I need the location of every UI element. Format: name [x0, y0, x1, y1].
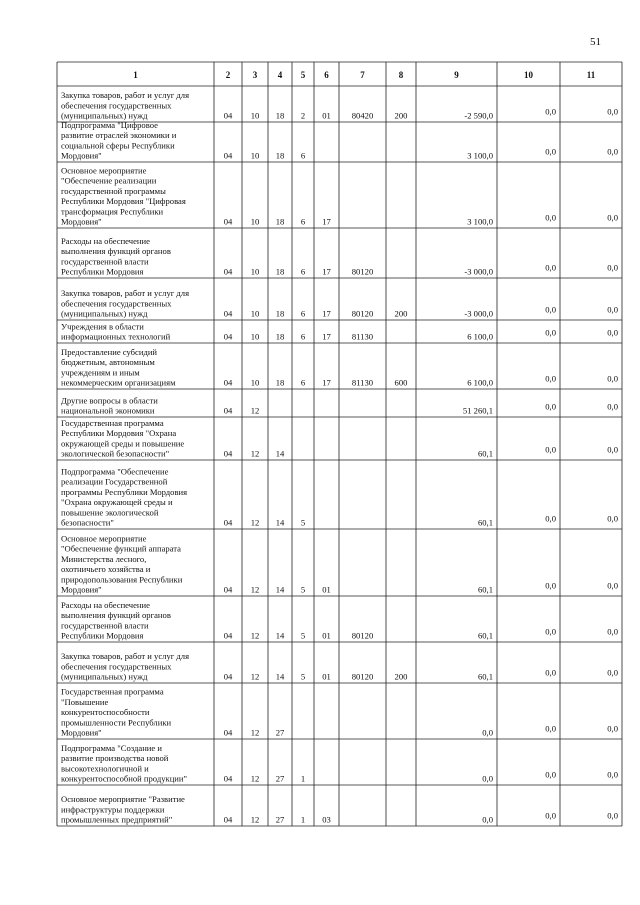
row-code-c5: 6 — [300, 266, 306, 277]
row-name-line: Предоставление субсидий — [61, 346, 158, 357]
row-code-c4: 27 — [275, 773, 285, 784]
row-amount-c11: 0,0 — [607, 626, 618, 637]
row-name-line: учреждениям и иным — [61, 367, 140, 378]
row-code-c2: 04 — [223, 814, 233, 825]
row-amount-c9: 60,1 — [477, 630, 493, 641]
row-code-c7: 80420 — [351, 110, 374, 121]
row-name-line: государственной власти — [61, 620, 149, 631]
row-name-line: государственной власти — [61, 256, 149, 267]
row-code-c5: 5 — [300, 517, 306, 528]
row-code-c5: 1 — [300, 773, 306, 784]
page-number: 51 — [590, 36, 601, 48]
row-code-c8: 200 — [394, 110, 408, 121]
row-code-c4: 14 — [275, 630, 285, 641]
column-header: 6 — [324, 70, 329, 80]
row-name-line: (муниципальных) нужд — [61, 671, 148, 682]
row-amount-c11: 0,0 — [607, 262, 618, 273]
row-code-c4: 27 — [275, 727, 285, 738]
row-code-c2: 04 — [223, 331, 233, 342]
row-code-c7: 81130 — [351, 331, 374, 342]
column-header: 1 — [133, 70, 138, 80]
row-code-c4: 18 — [275, 331, 285, 342]
row-name-line: обеспечения государственных — [61, 100, 172, 111]
row-name-line: Подпрограмма "Цифровое — [61, 119, 158, 130]
row-name-line: обеспечения государственных — [61, 661, 172, 672]
column-header: 8 — [398, 70, 404, 80]
row-code-c2: 04 — [223, 448, 233, 459]
row-code-c7: 80120 — [351, 308, 374, 319]
row-code-c4: 18 — [275, 308, 285, 319]
row-amount-c11: 0,0 — [607, 444, 618, 455]
row-name-line: "Обеспечение реализации — [61, 175, 157, 186]
row-name-line: высокотехнологичной и — [61, 763, 149, 774]
row-amount-c9: 60,1 — [477, 517, 493, 528]
row-name-line: экологической безопасности" — [61, 448, 170, 459]
row-code-c2: 04 — [223, 727, 233, 738]
row-code-c3: 10 — [250, 110, 260, 121]
row-code-c4: 18 — [275, 150, 285, 161]
row-code-c4: 18 — [275, 216, 285, 227]
row-amount-c9: -3 000,0 — [464, 308, 493, 319]
row-amount-c10: 0,0 — [545, 373, 556, 384]
row-code-c2: 04 — [223, 671, 233, 682]
row-name-line: повышение экологической — [61, 507, 159, 518]
row-name-line: национальной экономики — [61, 405, 155, 416]
row-amount-c10: 0,0 — [545, 146, 556, 157]
row-code-c2: 04 — [223, 150, 233, 161]
row-amount-c10: 0,0 — [545, 401, 556, 412]
row-amount-c10: 0,0 — [545, 444, 556, 455]
row-amount-c10: 0,0 — [545, 769, 556, 780]
row-code-c5: 5 — [300, 584, 306, 595]
row-name-line: Республики Мордовия — [61, 630, 144, 641]
row-name-line: Закупка товаров, работ и услуг для — [61, 288, 190, 299]
row-name-line: инфраструктуры поддержки — [61, 804, 165, 815]
row-code-c3: 12 — [250, 448, 260, 459]
row-code-c5: 6 — [300, 150, 306, 161]
row-code-c7: 80120 — [351, 671, 374, 682]
row-amount-c9: 51 260,1 — [462, 405, 493, 416]
row-amount-c11: 0,0 — [607, 212, 618, 223]
row-name-line: некоммерческим организациям — [61, 377, 176, 388]
row-code-c2: 04 — [223, 773, 233, 784]
row-code-c3: 10 — [250, 150, 260, 161]
row-name-line: промышленности Республики — [61, 717, 172, 728]
row-amount-c11: 0,0 — [607, 304, 618, 315]
row-name-line: "Охрана окружающей среды и — [61, 497, 173, 508]
row-name-line: Основное мероприятие — [61, 165, 147, 176]
row-code-c3: 12 — [250, 727, 260, 738]
row-code-c3: 12 — [250, 517, 260, 528]
row-amount-c11: 0,0 — [607, 580, 618, 591]
row-code-c6: 17 — [322, 308, 331, 319]
row-code-c2: 04 — [223, 584, 233, 595]
row-amount-c9: 60,1 — [477, 671, 493, 682]
row-name-line: Республики Мордовия "Цифровая — [61, 196, 186, 207]
row-name-line: Закупка товаров, работ и услуг для — [61, 90, 190, 101]
row-code-c2: 04 — [223, 405, 233, 416]
row-code-c3: 12 — [250, 671, 260, 682]
row-code-c5: 5 — [300, 671, 306, 682]
column-header: 2 — [225, 70, 231, 80]
row-name-line: Расходы на обеспечение — [61, 235, 150, 246]
row-amount-c9: 60,1 — [477, 448, 493, 459]
row-amount-c11: 0,0 — [607, 106, 618, 117]
row-code-c3: 12 — [250, 814, 260, 825]
row-amount-c10: 0,0 — [545, 304, 556, 315]
row-code-c5: 6 — [300, 331, 306, 342]
row-name-line: обеспечения государственных — [61, 298, 172, 309]
row-code-c3: 10 — [250, 331, 260, 342]
row-amount-c11: 0,0 — [607, 667, 618, 678]
row-code-c8: 600 — [394, 377, 408, 388]
row-code-c6: 17 — [322, 331, 331, 342]
row-code-c4: 14 — [275, 517, 285, 528]
row-amount-c10: 0,0 — [545, 327, 556, 338]
row-amount-c10: 0,0 — [545, 810, 556, 821]
row-amount-c11: 0,0 — [607, 146, 618, 157]
row-amount-c11: 0,0 — [607, 769, 618, 780]
row-code-c6: 17 — [322, 377, 331, 388]
row-amount-c10: 0,0 — [545, 626, 556, 637]
row-code-c5: 6 — [300, 308, 306, 319]
row-code-c4: 14 — [275, 671, 285, 682]
row-amount-c10: 0,0 — [545, 723, 556, 734]
row-name-line: Подпрограмма "Обеспечение — [61, 466, 169, 477]
row-code-c8: 200 — [394, 671, 408, 682]
row-amount-c10: 0,0 — [545, 667, 556, 678]
column-header: 4 — [277, 70, 283, 80]
row-code-c6: 01 — [322, 630, 331, 641]
row-code-c4: 27 — [275, 814, 285, 825]
row-name-line: "Повышение — [61, 696, 109, 707]
row-name-line: Государственная программа — [61, 686, 164, 697]
row-code-c5: 5 — [300, 630, 306, 641]
row-name-line: информационных технологий — [61, 331, 171, 342]
row-code-c6: 01 — [322, 584, 331, 595]
row-name-line: Республики Мордовия "Охрана — [61, 428, 177, 439]
row-name-line: (муниципальных) нужд — [61, 110, 148, 121]
row-name-line: развитие производства новой — [61, 753, 169, 764]
row-code-c3: 12 — [250, 630, 260, 641]
row-code-c6: 17 — [322, 216, 331, 227]
row-code-c4: 18 — [275, 377, 285, 388]
row-amount-c9: 0,0 — [482, 814, 493, 825]
row-amount-c11: 0,0 — [607, 401, 618, 412]
row-code-c4: 18 — [275, 266, 285, 277]
row-name-line: Государственная программа — [61, 417, 164, 428]
row-name-line: Другие вопросы в области — [61, 395, 158, 406]
row-amount-c9: -3 000,0 — [464, 266, 493, 277]
column-header: 11 — [586, 70, 596, 80]
row-code-c7: 80120 — [351, 266, 374, 277]
row-code-c3: 10 — [250, 266, 260, 277]
row-amount-c11: 0,0 — [607, 723, 618, 734]
row-code-c8: 200 — [394, 308, 408, 319]
row-name-line: Основное мероприятие "Развитие — [61, 794, 185, 805]
row-code-c4: 14 — [275, 448, 285, 459]
row-code-c3: 10 — [250, 308, 260, 319]
column-header: 9 — [454, 70, 459, 80]
row-name-line: промышленных предприятий" — [61, 814, 173, 825]
row-name-line: развитие отраслей экономики и — [61, 130, 177, 141]
row-code-c5: 6 — [300, 377, 306, 388]
row-name-line: природопользования Республики — [61, 574, 183, 585]
row-name-line: выполнения функций органов — [61, 610, 171, 621]
row-name-line: конкурентоспособной продукции" — [61, 773, 187, 784]
row-amount-c11: 0,0 — [607, 810, 618, 821]
row-amount-c9: 3 100,0 — [467, 216, 493, 227]
row-name-line: Расходы на обеспечение — [61, 599, 150, 610]
column-header: 3 — [252, 70, 258, 80]
row-name-line: трансформация Республики — [61, 206, 164, 217]
row-code-c7: 80120 — [351, 630, 374, 641]
column-header: 10 — [524, 70, 533, 80]
row-name-line: конкурентоспособности — [61, 707, 150, 718]
row-name-line: "Обеспечение функций аппарата — [61, 543, 181, 554]
row-code-c2: 04 — [223, 216, 233, 227]
row-code-c6: 17 — [322, 266, 331, 277]
row-amount-c11: 0,0 — [607, 373, 618, 384]
row-amount-c9: 6 100,0 — [467, 331, 493, 342]
row-code-c4: 14 — [275, 584, 285, 595]
row-code-c6: 03 — [322, 814, 331, 825]
row-code-c5: 6 — [300, 216, 306, 227]
row-name-line: социальной сферы Республики — [61, 140, 175, 151]
row-amount-c10: 0,0 — [545, 106, 556, 117]
row-amount-c9: 0,0 — [482, 727, 493, 738]
row-code-c5: 2 — [300, 110, 306, 121]
row-code-c3: 10 — [250, 377, 260, 388]
row-name-line: Учреждения в области — [61, 321, 144, 332]
row-amount-c9: 6 100,0 — [467, 377, 493, 388]
row-amount-c10: 0,0 — [545, 212, 556, 223]
row-code-c3: 12 — [250, 584, 260, 595]
table-cells — [61, 70, 618, 825]
row-name-line: Мордовия" — [61, 727, 102, 738]
row-code-c3: 12 — [250, 773, 260, 784]
row-code-c2: 04 — [223, 110, 233, 121]
row-name-line: Республики Мордовия — [61, 266, 144, 277]
row-code-c6: 01 — [322, 671, 331, 682]
row-name-line: безопасности" — [61, 517, 114, 528]
row-amount-c10: 0,0 — [545, 580, 556, 591]
row-name-line: выполнения функций органов — [61, 246, 171, 257]
row-amount-c9: 60,1 — [477, 584, 493, 595]
row-code-c3: 10 — [250, 216, 260, 227]
row-amount-c9: -2 590,0 — [464, 110, 493, 121]
row-code-c4: 18 — [275, 110, 285, 121]
column-header: 5 — [300, 70, 306, 80]
row-code-c2: 04 — [223, 266, 233, 277]
row-name-line: государственной программы — [61, 185, 166, 196]
row-amount-c11: 0,0 — [607, 513, 618, 524]
row-amount-c10: 0,0 — [545, 513, 556, 524]
row-code-c2: 04 — [223, 377, 233, 388]
row-name-line: (муниципальных) нужд — [61, 308, 148, 319]
row-name-line: Мордовия" — [61, 150, 102, 161]
row-code-c2: 04 — [223, 630, 233, 641]
row-code-c2: 04 — [223, 517, 233, 528]
row-name-line: Закупка товаров, работ и услуг для — [61, 651, 190, 662]
row-name-line: Подпрограмма "Создание и — [61, 742, 162, 753]
row-amount-c10: 0,0 — [545, 262, 556, 273]
row-name-line: охотничьего хозяйства и — [61, 564, 151, 575]
row-name-line: реализации Государственной — [61, 476, 168, 487]
row-name-line: окружающей среды и повышение — [61, 438, 185, 449]
row-name-line: бюджетным, автономным — [61, 357, 155, 368]
row-name-line: Основное мероприятие — [61, 533, 147, 544]
column-header: 7 — [360, 70, 365, 80]
row-code-c3: 12 — [250, 405, 260, 416]
row-code-c2: 04 — [223, 308, 233, 319]
row-code-c6: 01 — [322, 110, 331, 121]
row-name-line: Мордовия" — [61, 584, 102, 595]
row-amount-c9: 3 100,0 — [467, 150, 493, 161]
row-name-line: Мордовия" — [61, 216, 102, 227]
row-name-line: Министерства лесного, — [61, 553, 147, 564]
row-amount-c11: 0,0 — [607, 327, 618, 338]
row-amount-c9: 0,0 — [482, 773, 493, 784]
row-code-c5: 1 — [300, 814, 306, 825]
row-name-line: программы Республики Мордовия — [61, 486, 188, 497]
row-code-c7: 81130 — [351, 377, 374, 388]
